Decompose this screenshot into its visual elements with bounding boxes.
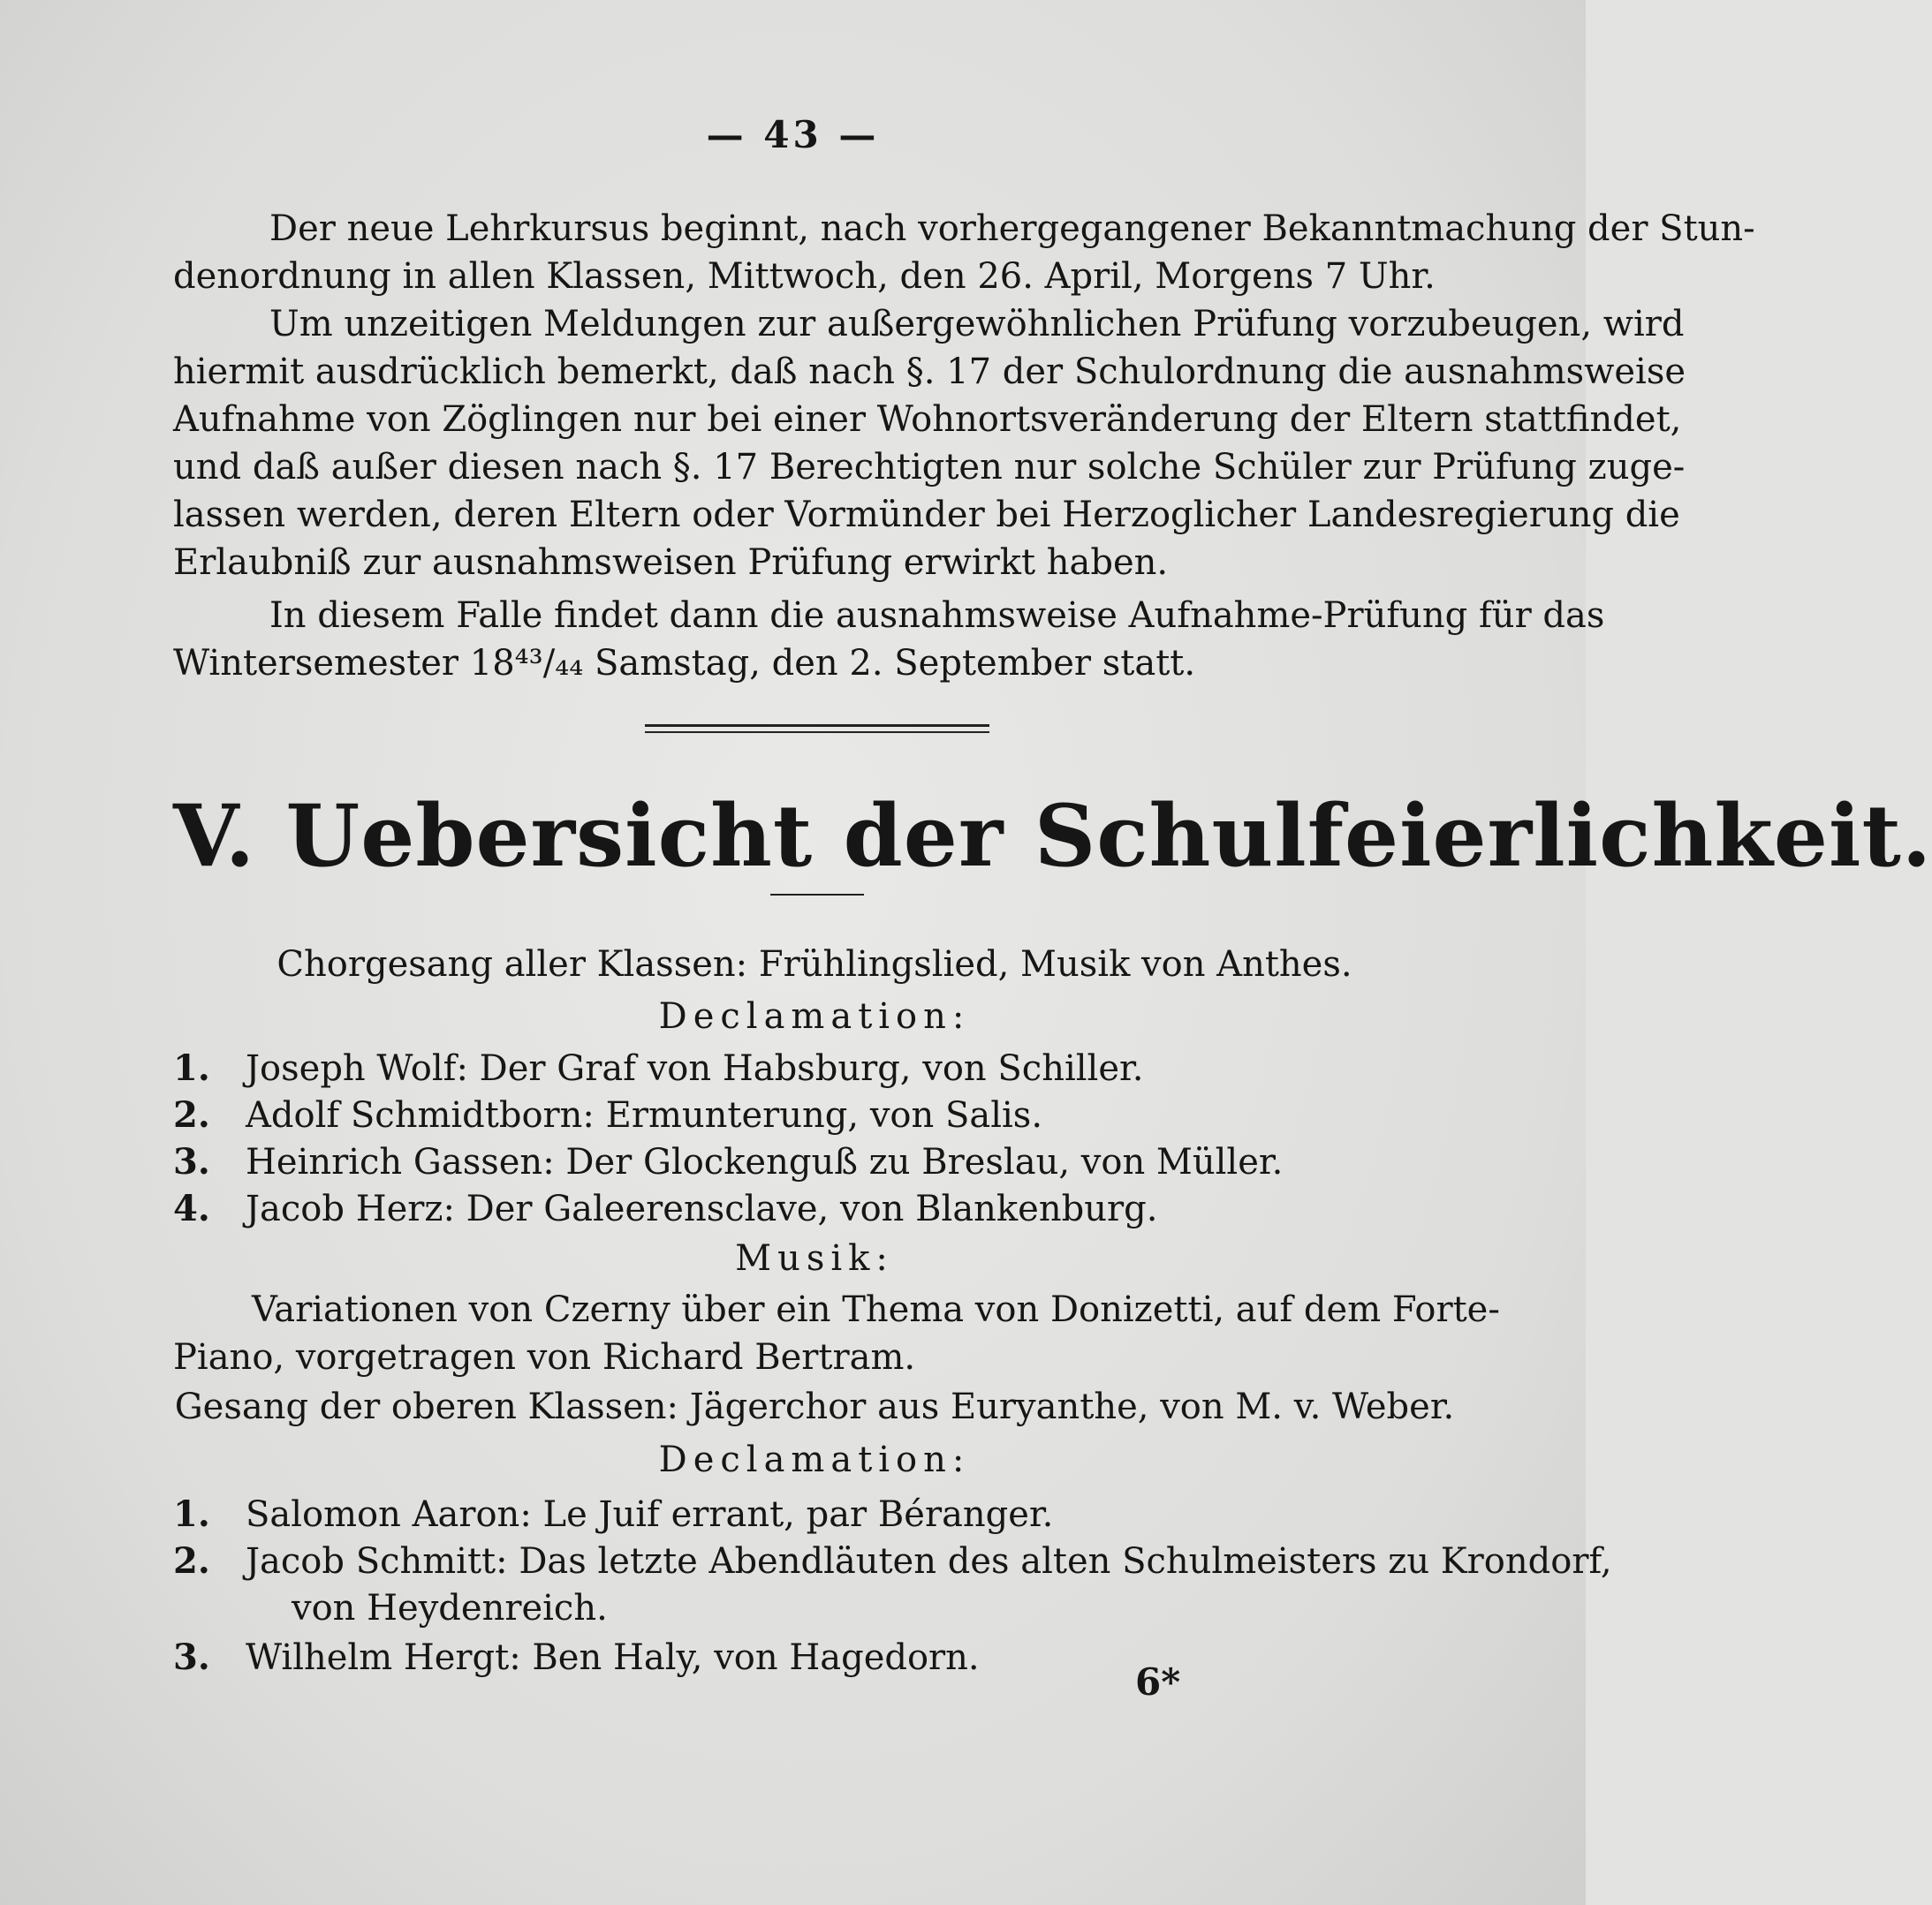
list-item-continuation	[292, 1584, 1456, 1632]
item-text: Joseph Wolf: Der Graf von Habsburg, von Schiller.	[246, 1048, 1144, 1089]
item-number: 3.	[173, 1637, 210, 1678]
signature-mark: 6*	[1135, 1660, 1181, 1704]
item-number: 2.	[173, 1540, 210, 1582]
list-item	[173, 1634, 1456, 1682]
item-number: 1.	[173, 1493, 210, 1535]
item-number: 4.	[173, 1188, 210, 1229]
intro-line: und daß außer diesen nach §. 17 Berechtigten nur solche Schüler zur Prüfung zuge-	[173, 447, 1686, 488]
chorgesang-line: Chorgesang aller Klassen: Frühlingslied, Musik von Anthes.	[277, 944, 1352, 985]
intro-line: Um unzeitigen Meldungen zur außergewöhnlichen Prüfung vorzubeugen, wird	[269, 304, 1685, 344]
intro-line: Erlaubniß zur ausnahmsweisen Prüfung erwirkt haben.	[173, 542, 1169, 583]
list-item	[173, 1092, 1456, 1139]
list-item	[173, 1138, 1456, 1186]
musik-line: Piano, vorgetragen von Richard Bertram.	[173, 1337, 916, 1378]
item-number: 2.	[173, 1094, 210, 1136]
intro-line: Der neue Lehrkursus beginnt, nach vorhergegangener Bekanntmachung der Stun-	[269, 208, 1755, 249]
intro-line: lassen werden, deren Eltern oder Vormünder bei Herzoglicher Landesregierung die	[173, 495, 1680, 535]
gesang-line: Gesang der oberen Klassen: Jägerchor aus Euryanthe, von M. v. Weber.	[174, 1387, 1455, 1427]
heading-underline	[770, 894, 864, 896]
section-divider	[645, 731, 989, 733]
page-number: — 43 —	[706, 113, 880, 156]
item-text: Jacob Herz: Der Galeerensclave, von Blankenburg.	[246, 1189, 1158, 1229]
item-number: 3.	[173, 1141, 210, 1183]
intro-line: In diesem Falle findet dann die ausnahmsweise Aufnahme-Prüfung für das	[269, 595, 1605, 636]
section-heading: V. Uebersicht der Schulfeierlichkeit.	[173, 786, 1932, 886]
intro-line: hiermit ausdrücklich bemerkt, daß nach §. 17 der Schulordnung die ausnahmsweise	[173, 352, 1686, 392]
intro-line: Aufnahme von Zöglingen nur bei einer Wohnortsveränderung der Eltern stattfindet,	[173, 399, 1682, 440]
section-divider	[645, 724, 989, 727]
musik-title: Musik:	[735, 1238, 894, 1279]
list-item	[173, 1045, 1456, 1092]
list-item	[173, 1491, 1456, 1538]
item-text: Heinrich Gassen: Der Glockenguß zu Breslau, von Müller.	[246, 1142, 1284, 1183]
item-number: 1.	[173, 1047, 210, 1089]
declamation-title: Declamation:	[658, 1440, 971, 1480]
item-text: Adolf Schmidtborn: Ermunterung, von Salis.	[246, 1095, 1043, 1136]
list-item	[173, 1538, 1612, 1585]
intro-line: denordnung in allen Klassen, Mittwoch, den 26. April, Morgens 7 Uhr.	[173, 256, 1436, 297]
declamation-title: Declamation:	[658, 996, 971, 1037]
list-item	[173, 1185, 1456, 1233]
item-text: Jacob Schmitt: Das letzte Abendläuten des alten Schulmeisters zu Krondorf,	[246, 1541, 1612, 1582]
intro-line: Wintersemester 18⁴³/₄₄ Samstag, den 2. September statt.	[173, 643, 1196, 684]
musik-line: Variationen von Czerny über ein Thema von Donizetti, auf dem Forte-	[252, 1289, 1500, 1330]
item-text: von Heydenreich.	[292, 1588, 608, 1629]
item-text: Wilhelm Hergt: Ben Haly, von Hagedorn.	[246, 1637, 980, 1678]
item-text: Salomon Aaron: Le Juif errant, par Béranger.	[246, 1494, 1054, 1535]
